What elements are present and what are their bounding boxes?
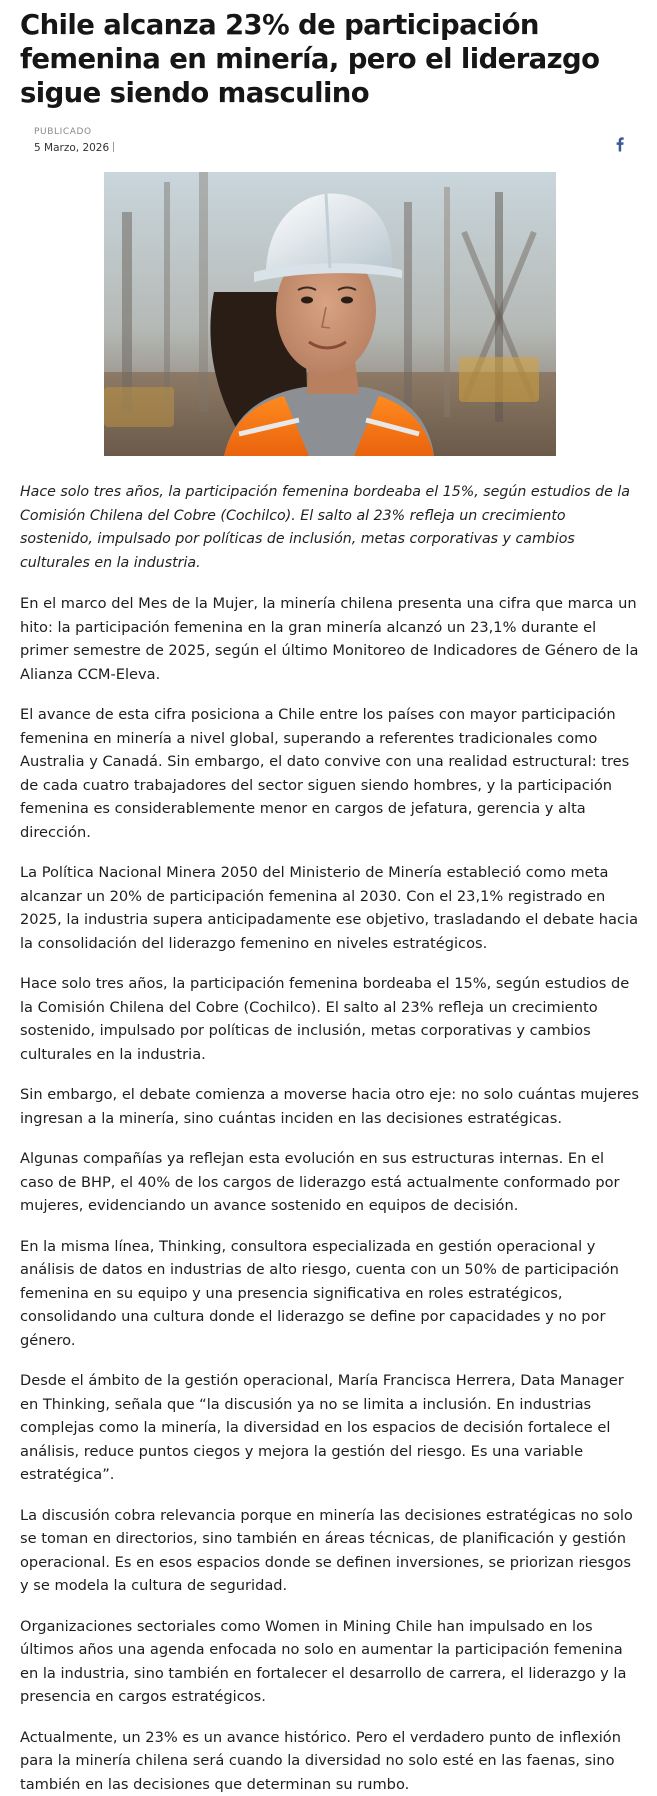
article-paragraph: Sin embargo, el debate comienza a moverse hacia otro eje: no solo cuántas mujeres ingresan a la minería, sino cuántas inciden en las decisiones estratégicas. <box>20 1083 640 1130</box>
article-meta <box>20 120 637 172</box>
article-paragraph: Desde el ámbito de la gestión operacional, María Francisca Herrera, Data Manager en Thinking, señala que “la discusión ya no se limita a inclusión. En industrias complejas como la minería, la diversidad en los espacios de decisión fortalece el análisis, reduce puntos ciegos y mejora la gestión del riesgo. Es una variable estratégica”. <box>20 1369 640 1487</box>
article-lede: Hace solo tres años, la participación femenina bordeaba el 15%, según estudios de la Comisión Chilena del Cobre (Cochilco). El salto al 23% refleja un crecimiento sostenido, impulsado por políticas de inclusión, metas corporativas y cambios culturales en la industria. <box>20 481 640 575</box>
hero-image <box>104 172 556 456</box>
article-paragraph: El avance de esta cifra posiciona a Chile entre los países con mayor participación femenina en minería a nivel global, superando a referentes tradicionales como Australia y Canadá. Sin embargo, el dato convive con una realidad estructural: tres de cada cuatro trabajadores del sector siguen siendo hombres, y la participación femenina es considerablemente menor en cargos de jefatura, gerencia y alta dirección. <box>20 703 640 844</box>
article-paragraph: En la misma línea, Thinking, consultora especializada en gestión operacional y análisis de datos en industrias de alto riesgo, cuenta con un 50% de participación femenina en su equipo y una presencia significativa en roles estratégicos, consolidando una cultura donde el liderazgo se define por capacidades y no por género. <box>20 1235 640 1353</box>
article-paragraph: En el marco del Mes de la Mujer, la minería chilena presenta una cifra que marca un hito: la participación femenina en la gran minería alcanzó un 23,1% durante el primer semestre de 2025, según el último Monitoreo de Indicadores de Género de la Alianza CCM-Eleva. <box>20 592 640 686</box>
article-headline: Chile alcanza 23% de participación femenina en minería, pero el liderazgo sigue siendo masculino <box>20 0 640 110</box>
article-paragraph: Actualmente, un 23% es un avance histórico. Pero el verdadero punto de inflexión para la minería chilena será cuando la diversidad no solo esté en las faenas, sino también en las decisiones que determinan su rumbo. <box>20 1726 640 1796</box>
facebook-icon <box>613 136 627 152</box>
article-paragraph: Organizaciones sectoriales como Women in Mining Chile han impulsado en los últimos años una agenda enfocada no solo en aumentar la participación femenina en la industria, sino también en fortalecer el desarrollo de carrera, el liderazgo y la presencia en cargos estratégicos. <box>20 1615 640 1709</box>
article-paragraph: Algunas compañías ya reflejan esta evolución en sus estructuras internas. En el caso de BHP, el 40% de los cargos de liderazgo está actualmente conformado por mujeres, evidenciando un avance sostenido en equipos de decisión. <box>20 1147 640 1218</box>
article-paragraph: Hace solo tres años, la participación femenina bordeaba el 15%, según estudios de la Comisión Chilena del Cobre (Cochilco). El salto al 23% refleja un crecimiento sostenido, impulsado por políticas de inclusión, metas corporativas y cambios culturales en la industria. <box>20 972 640 1066</box>
published-date <box>34 142 114 154</box>
article-paragraph: La Política Nacional Minera 2050 del Ministerio de Minería estableció como meta alcanzar un 20% de participación femenina al 2030. Con el 23,1% registrado en 2025, la industria supera anticipadamente ese objetivo, trasladando el debate hacia la consolidación del liderazgo femenino en niveles estratégicos. <box>20 861 640 955</box>
facebook-share-button[interactable] <box>613 136 627 152</box>
meta-divider <box>113 142 114 152</box>
published-label: PUBLICADO <box>34 127 92 137</box>
article-paragraph: La discusión cobra relevancia porque en minería las decisiones estratégicas no solo se toman en directorios, sino también en áreas técnicas, de planificación y gestión operacional. Es en esos espacios donde se definen inversiones, se priorizan riesgos y se modela la cultura de seguridad. <box>20 1504 640 1598</box>
published-date-text: 5 Marzo, 2026 <box>34 142 109 154</box>
